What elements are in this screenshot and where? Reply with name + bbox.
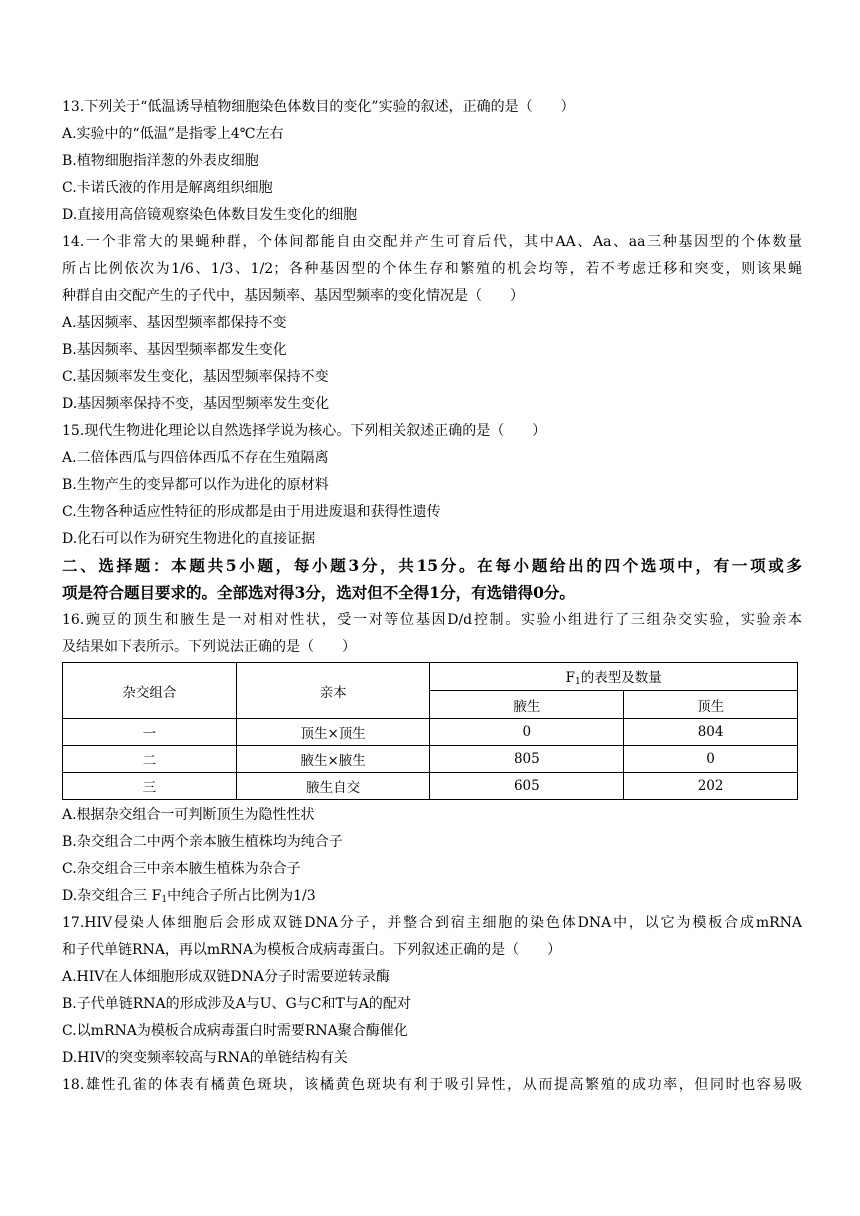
q16-option-a: A.根据杂交组合一可判断顶生为隐性性状 xyxy=(62,807,315,823)
q16-option-c: C.杂交组合三中亲本腋生植株为杂合子 xyxy=(62,861,301,877)
q13-option-d: D.直接用高倍镜观察染色体数目发生变化的细胞 xyxy=(62,207,358,223)
q17-stem-line-2: 和子代单链RNA，再以mRNA为模板合成病毒蛋白。下列叙述正确的是（ ） xyxy=(62,942,562,958)
table-row xyxy=(63,746,798,773)
cell-terminal: 804 xyxy=(624,719,798,746)
q15-option-a: A.二倍体西瓜与四倍体西瓜不存在生殖隔离 xyxy=(62,450,329,466)
q14-option-d: D.基因频率保持不变，基因型频率发生变化 xyxy=(62,396,330,412)
q16-stem-line-1: 16.豌豆的顶生和腋生是一对相对性状，受一对等位基因D/d控制。实验小组进行了三组杂交实验，实验亲本 xyxy=(62,612,802,628)
q14-option-c: C.基因频率发生变化，基因型频率保持不变 xyxy=(62,369,329,385)
q17-option-c: C.以mRNA为模板合成病毒蛋白时需要RNA聚合酶催化 xyxy=(62,1023,408,1039)
cell-parent: 腋生×腋生 xyxy=(236,746,430,773)
q14-stem-line-1: 14.一个非常大的果蝇种群，个体间都能自由交配并产生可育后代，其中AA、Aa、aa三种基因型的个体数量 xyxy=(62,234,802,250)
table-row xyxy=(63,719,798,746)
cell-parent: 顶生×顶生 xyxy=(236,719,430,746)
q17-stem-line-1: 17.HIV侵染人体细胞后会形成双链DNA分子，并整合到宿主细胞的染色体DNA中，以它为模板合成mRNA xyxy=(62,915,802,931)
q14-stem-line-3: 种群自由交配产生的子代中，基因频率、基因型频率的变化情况是（ ） xyxy=(62,288,524,304)
q17-option-b: B.子代单链RNA的形成涉及A与U、G与C和T与A的配对 xyxy=(62,996,411,1012)
cell-axillary: 805 xyxy=(430,746,624,773)
q13-stem: 13.下列关于“低温诱导植物细胞染色体数目的变化”实验的叙述，正确的是（ ） xyxy=(62,99,575,115)
q16-option-d: D.杂交组合三 $F_1$中纯合子所占比例为1/3 xyxy=(62,888,316,905)
q13-option-c: C.卡诺氏液的作用是解离组织细胞 xyxy=(62,180,273,196)
table-row xyxy=(63,773,798,800)
q13-option-a: A.实验中的“低温”是指零上4℃左右 xyxy=(62,126,284,142)
cell-group: 二 xyxy=(63,746,237,773)
table-header-row xyxy=(63,663,798,691)
cell-axillary: 605 xyxy=(430,773,624,800)
section2-heading-line-1: 二、选择题：本题共5小题，每小题3分，共15分。在每小题给出的四个选项中，有一项或多 xyxy=(62,556,802,575)
header-terminal: 顶生 xyxy=(624,691,798,719)
q14-stem-line-2: 所占比例依次为1/6、1/3、1/2；各种基因型的个体生存和繁殖的机会均等，若不考虑迁移和突变，则该果蝇 xyxy=(62,261,802,277)
section2-heading-line-2: 项是符合题目要求的。全部选对得3分，选对但不全得1分，有选错得0分。 xyxy=(62,583,575,602)
q17-option-d: D.HIV的突变频率较高与RNA的单链结构有关 xyxy=(62,1050,348,1066)
q16-option-b: B.杂交组合二中两个亲本腋生植株均为纯合子 xyxy=(62,834,343,850)
header-axillary: 腋生 xyxy=(430,691,624,719)
cell-group: 三 xyxy=(63,773,237,800)
q14-option-b: B.基因频率、基因型频率都发生变化 xyxy=(62,342,287,358)
q15-stem: 15.现代生物进化理论以自然选择学说为核心。下列相关叙述正确的是（ ） xyxy=(62,423,547,439)
cell-axillary: 0 xyxy=(430,719,624,746)
q13-option-b: B.植物细胞指洋葱的外表皮细胞 xyxy=(62,153,259,169)
q18-stem-line-1: 18.雄性孔雀的体表有橘黄色斑块，该橘黄色斑块有利于吸引异性，从而提高繁殖的成功率，但同时也容易吸 xyxy=(62,1077,802,1093)
header-parents: 亲本 xyxy=(236,663,430,719)
q16-results-table xyxy=(62,662,798,800)
q15-option-b: B.生物产生的变异都可以作为进化的原材料 xyxy=(62,477,329,493)
q14-option-a: A.基因频率、基因型频率都保持不变 xyxy=(62,315,287,331)
header-cross-group: 杂交组合 xyxy=(63,663,237,719)
cell-parent: 腋生自交 xyxy=(236,773,430,800)
cell-terminal: 202 xyxy=(624,773,798,800)
header-f1-phenotype: $F_1$的表型及数量 xyxy=(430,663,798,691)
cell-group: 一 xyxy=(63,719,237,746)
cell-terminal: 0 xyxy=(624,746,798,773)
q15-option-c: C.生物各种适应性特征的形成都是由于用进废退和获得性遗传 xyxy=(62,504,441,520)
q16-stem-line-2: 及结果如下表所示。下列说法正确的是（ ） xyxy=(62,639,356,655)
q15-option-d: D.化石可以作为研究生物进化的直接证据 xyxy=(62,531,316,547)
q17-option-a: A.HIV在人体细胞形成双链DNA分子时需要逆转录酶 xyxy=(62,969,390,985)
